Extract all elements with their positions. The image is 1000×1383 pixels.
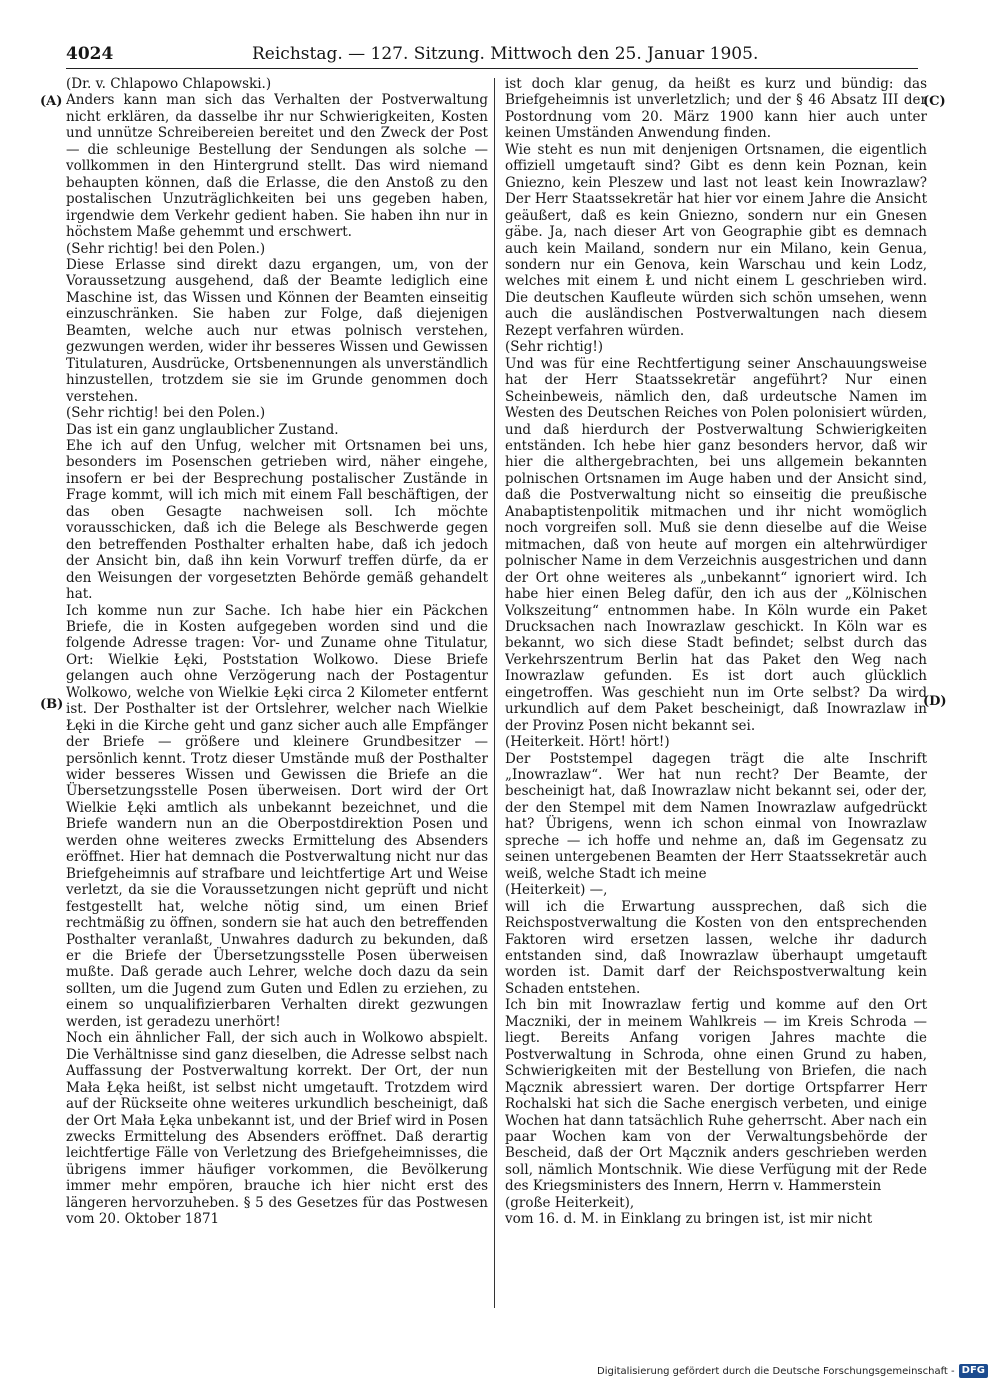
margin-mark-b: (B) [40, 697, 64, 712]
margin-mark-c: (C) [923, 94, 946, 109]
digitization-footer [597, 1363, 988, 1379]
funding-credit: Digitalisierung gefördert durch die Deutsche Forschungsgemeinschaft - [597, 1365, 955, 1377]
margin-mark-d: (D) [923, 694, 947, 709]
page-header [66, 44, 918, 69]
margin-mark-a: (A) [40, 94, 63, 109]
dfg-logo: DFG [959, 1364, 988, 1378]
right-text-column: ist doch klar genug, da heißt es kurz und bündig: das Briefgeheimnis ist unverletzlich; und der § 46 Absatz III der Postordnung vom 20. März 1900 kann hier auch unter keinen Umständen Anwendung finden. Wie steht es nun mit denjenigen Ortsnamen, die eigentlich offiziell umgetauft sind? Gibt es denn kein Poznan, kein Gniezno, kein Pleszew und last not least kein Inowrazlaw? Der Herr Staatssekretär hat hier vor einem Jahre die Ansicht geäußert, daß es kein Gniezno, sondern nur ein Gnesen gäbe. Ja, nach dieser Art von Geographie gibt es demnach auch kein Mailand, sondern nur ein Milano, kein Genua, sondern nur ein Genova, kein Warschau und kein Lodz, welches mit einem Ł und nicht einem L geschrieben wird. Die deutschen Kaufleute würden sich schön umsehen, wenn auch die ausländischen Postverwaltungen nach diesem Rezept verfahren würden. (Sehr richtig!) Und was für eine Rechtfertigung seiner Anschauungsweise hat der Herr Staatssekretär angeführt? Nur einen Scheinbeweis, nämlich den, daß urdeutsche Namen im Westen des Deutschen Reiches von Polen polonisiert würden, und daß hierdurch der Postverwaltung Schwierigkeiten entständen. Ich hebe hier ganz besonders hervor, daß wir hier die althergebrachten, bei uns allgemein bekannten polnischen Ortsnamen im Auge haben und der Ansicht sind, daß die Postverwaltung nicht so einseitig die preußische Anabaptistenpolitik mitmachen und ihr nicht womöglich noch vorgreifen soll. Muß sie denn dieselbe auf die Weise mitmachen, daß von heute auf morgen ein altehrwürdiger polnischer Name in dem Verzeichnis ausgestrichen und dann der Ort ohne weiteres als „unbekannt“ ignoriert wird. Ich habe hier einen Beleg dafür, den ich aus der „Kölnischen Volkszeitung“ entnommen habe. In Köln wurde ein Paket Drucksachen nach Inowrazlaw geschickt. In Köln war es bekannt, wo sich diese Stadt befindet; selbst durch das Verkehrszentrum Berlin hat das Paket den Weg nach Inowrazlaw gefunden. Es ist dort auch glücklich eingetroffen. Was geschieht nun im Orte selbst? Da wird urkundlich auf dem Paket bescheinigt, daß Inowrazlaw in der Provinz Posen nicht bekannt sei. (Heiterkeit. Hört! hört!) Der Poststempel dagegen trägt die alte Inschrift „Inowrazlaw“. Wer hat nun recht? Der Beamte, der bescheinigt hat, daß Inowrazlaw nicht bekannt sei, oder der, der den Stempel mit dem Namen Inowrazlaw aufgedrückt hat? Übrigens, wenn ich schon einmal von Inowrazlaw spreche — ich hoffe und nehme an, daß im Gegensatz zu seinen untergebenen Beamten der Herr Staatssekretär auch weiß, welche Stadt ich meine (Heiterkeit) —, will ich die Erwartung aussprechen, daß sich die Reichspostverwaltung die Kosten von den entsprechenden Faktoren wird ersetzen lassen, welche ihr dadurch entstanden sind, daß Inowrazlaw überhaupt umgetauft worden ist. Damit darf der Reichspostverwaltung kein Schaden entstehen. Ich bin mit Inowrazlaw fertig und komme auf den Ort Maczniki, der in meinem Wahlkreis — im Kreis Schroda — liegt. Bereits Anfang vorigen Jahres machte die Postverwaltung in Schroda, ohne einen Grund zu haben, Schwierigkeiten mit der Bestellung von Briefen, die nach Mącznik abressiert waren. Der dortige Ortspfarrer Herr Rochalski hat sich die Sache energisch verbeten, und einige Wochen hat dann tatsächlich Ruhe geherrscht. Aber nach ein paar Wochen kam von der Verwaltungsbehörde der Bescheid, daß der Ort Mącznik anders geschrieben werden soll, nämlich Montschnik. Wie diese Verfügung mit der Rede des Kriegsministers des Innern, Herrn v. Hammerstein (große Heiterkeit), vom 16. d. M. in Einklang zu bringen ist, ist mir nicht [505, 76, 927, 1228]
running-head: Reichstag. — 127. Sitzung. Mittwoch den 25. Januar 1905. [252, 44, 759, 64]
page-number: 4024 [66, 44, 114, 64]
left-text-column: (Dr. v. Chlapowo Chlapowski.) Anders kann man sich das Verhalten der Postverwaltung nicht erklären, da dasselbe ihr nur Schwierigkeiten, Kosten und unnütze Schreibereien bereitet und den Zweck der Post — die schleunige Bestellung der Sendungen als solche — vollkommen in den Hintergrund stellt. Das wird niemand behaupten können, daß die Erlasse, die den Anstoß zu den postalischen Unzuträglichkeiten bei uns gegeben haben, irgendwie dem Verkehr gedient haben. Sie haben ihn nur in höchstem Maße gehemmt und erschwert. (Sehr richtig! bei den Polen.) Diese Erlasse sind direkt dazu ergangen, um, von der Voraussetzung ausgehend, daß der Beamte lediglich eine Maschine ist, das Wissen und Können der Beamten einseitig einzuschränken. Sie haben zur Folge, daß diejenigen Beamten, welche auch nur etwas polnisch verstehen, gezwungen werden, wider ihr besseres Wissen und Gewissen Titulaturen, Ausdrücke, Ortsbenennungen als unverständlich hinzustellen, trotzdem sie sie im Grunde genommen doch verstehen. (Sehr richtig! bei den Polen.) Das ist ein ganz unglaublicher Zustand. Ehe ich auf den Unfug, welcher mit Ortsnamen bei uns, besonders im Posenschen getrieben wird, näher eingehe, insofern er bei der Besprechung postalischer Zustände in Frage kommt, will ich mich mit einem Fall beschäftigen, der das oben Gesagte nachweisen soll. Ich möchte vorausschicken, daß ich die Belege als Beschwerde gegen den betreffenden Posthalter erhalten habe, daß ich jedoch der Ansicht bin, daß ihn kein Vorwurf treffen dürfe, da er den Weisungen der vorgesetzten Behörde gemäß gehandelt hat. Ich komme nun zur Sache. Ich habe hier ein Päckchen Briefe, die in Kosten aufgegeben worden sind und die folgende Adresse tragen: Vor- und Zuname ohne Titulatur, Ort: Wielkie Łęki, Poststation Wolkowo. Diese Briefe gelangen auch ohne Verzögerung nach der Postagentur Wolkowo, welche von Wielkie Łęki circa 2 Kilometer entfernt ist. Der Posthalter ist der Ortslehrer, welcher nach Wielkie Łęki in die Kirche geht und ganz sicher auch alle Empfänger der Briefe — größere und kleinere Grundbesitzer — persönlich kennt. Trotz dieser Umstände muß der Posthalter wider besseres Wissen und Gewissen die Briefe an die Übersetzungsstelle Posen überweisen. Dort wird der Ort Wielkie Łęki amtlich als unbekannt bezeichnet, und die Briefe wandern nun an die Oberpostdirektion Posen und werden ohne weiteres zwecks Ermittelung des Absenders eröffnet. Hier hat demnach die Postverwaltung nicht nur das Briefgeheimnis auf strafbare und leichtfertige Art und Weise verletzt, da sie die Voraussetzungen nicht geprüft und nicht festgestellt hat, welche nötig sind, um einen Brief rechtmäßig zu öffnen, sondern sie hat auch den betreffenden Posthalter veranlaßt, Unwahres dadurch zu bekunden, daß er die Briefe der Übersetzungsstelle Posen überweisen mußte. Daß gerade auch Lehrer, welche doch dazu da sein sollten, um die Jugend zum Guten und Edlen zu erziehen, zu einem so unqualifizierbaren Verhalten direkt gezwungen werden, ist geradezu unerhört! Noch ein ähnlicher Fall, der sich auch in Wolkowo abspielt. Die Verhältnisse sind ganz dieselben, die Adresse selbst nach Auffassung der Postverwaltung korrekt. Der Ort, der nun Mała Łęka heißt, ist selbst nicht umgetauft. Trotzdem wird auf der Rückseite ohne weiteres urkundlich bescheinigt, daß der Ort Mała Łęka unbekannt ist, und der Brief wird in Posen zwecks Ermittelung des Absenders eröffnet. Daß derartig leichtfertige Fälle von Verletzung des Briefgeheimnisses, die übrigens immer häufiger vorkommen, die Bevölkerung immer mehr empören, brauche ich hier nicht erst des längeren hervorzuheben. § 5 des Gesetzes für das Postwesen vom 20. Oktober 1871 [66, 76, 488, 1228]
column-separator [494, 78, 495, 1308]
